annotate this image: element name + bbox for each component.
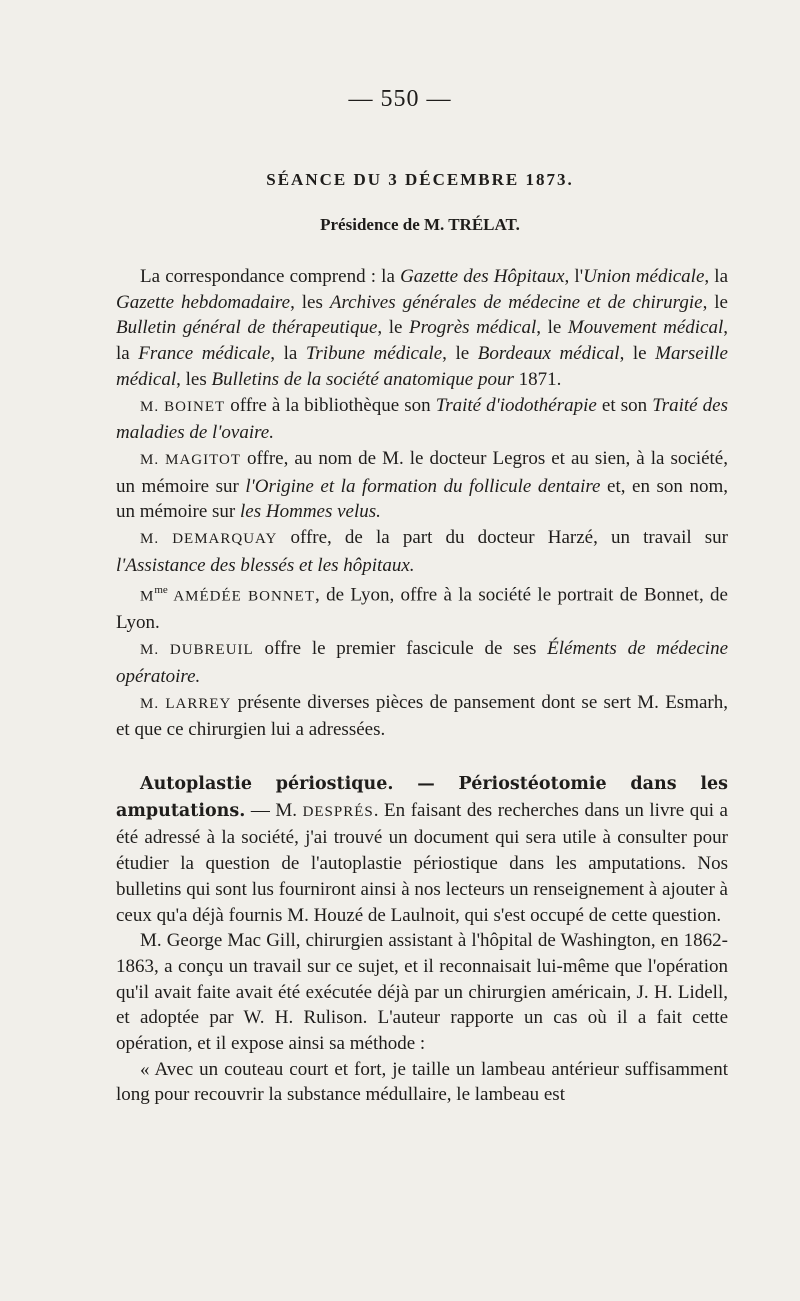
correspondence-paragraph [116,264,728,393]
journal-title: Tribune médicale [305,343,443,365]
member-name: M. DUBREUIL [140,642,254,659]
body-text [116,264,728,1108]
work-title: l'Assistance des blessés et les hôpitaux. [116,554,415,576]
journal-title: Gazette hebdomadaire [116,291,291,313]
text-run: offre le premier fascicule de ses [253,638,548,660]
text-run: présente diverses pièces de pansement dont se sert M. Esmarh, et que ce chirurgien lui a adressées. [116,691,728,741]
text-run: La correspondance comprend : la [140,266,401,287]
text-run: 1871. [513,368,562,390]
journal-title: Union médicale [583,266,705,287]
text-run: , le [377,317,410,339]
section-heading: Autoplastie périostique. — Périostéotomie dans les amputations. [116,773,728,821]
magitot-paragraph [116,446,728,525]
text-run: offre, au nom de M. le docteur Legros et au sien, à la société, un mémoire sur [116,447,728,497]
journal-title: Archives générales de médecine et de chirurgie [329,291,703,313]
journal-title: Bordeaux médical [477,343,620,365]
work-title: les Hommes velus. [240,501,381,523]
macgill-paragraph: M. George Mac Gill, chirurgien assistant à l'hôpital de Washington, en 1862-1863, a conçu un travail sur ce sujet, et il reconnaisait lui-même que l'opération qu'il avait faite avait été exécutée déjà par un chirurgien américain, J. H. Lidell, et adoptée par W. H. Rulison. L'auteur rapporte un cas où il a fait cette opération, et il expose ainsi sa méthode : [116,930,728,1055]
text-run: . En faisant des recherches dans un livre qui a été adressé à la société, j'ai trouvé un document qui sera utile à consulter pour étudier la question de l'autoplastie périostique dans les amputations. Nos bulletins qui sont lus fourniront ainsi à nos lecteurs un renseignement à ajouter à ceux qu'a déjà fournis M. Houzé de Laulnoit, qui s'est occupé de cette question. [116,799,728,926]
text-run: , la [116,317,728,365]
text-run: , de Lyon, offre à la société le portrait de Bonnet, de Lyon. [116,584,728,634]
text-run: — M. [245,799,303,821]
member-name: DESPRÉS [302,803,374,820]
section-gap [116,743,728,771]
text-run: et son [596,394,653,416]
member-name: AMÉDÉE BONNET [167,588,315,605]
journal-title: Progrès médical [409,317,537,339]
journal-title: Gazette des Hôpitaux [400,266,565,287]
text-run: et, en son nom, un mémoire sur [116,475,728,523]
autoplastie-paragraph [116,771,728,928]
work-title: l'Origine et la formation du follicule dentaire [245,475,601,497]
journal-title: Bulletin général de thérapeutique [116,317,378,339]
text-run: , le [702,291,728,313]
member-title-superscript: me [154,584,168,597]
journal-title: Mouvement médical [567,317,724,339]
work-title: Éléments de médecine opératoire. [116,638,729,687]
larrey-paragraph [116,690,728,743]
member-name: M. DEMARQUAY [140,531,278,548]
text-run: , l' [564,266,584,287]
page-number: — 550 — [348,86,452,112]
text-run: , la [704,266,729,287]
text-run: , le [536,317,568,339]
work-title: Traité des maladies de l'ovaire. [116,394,728,444]
member-title: M [140,588,155,605]
journal-title: Bulletins de la société anatomique pour [211,368,514,390]
session-title: SÉANCE DU 3 DÉCEMBRE 1873. [266,170,574,189]
text-run: offre, de la part du docteur Harzé, un travail sur [277,527,728,549]
quote-paragraph: « Avec un couteau court et fort, je taille un lambeau antérieur suffisamment long pour recouvrir la substance médullaire, le lambeau est [116,1058,728,1106]
text-run: , les [290,291,330,313]
bonnet-paragraph [116,578,728,636]
text-run: , les [176,368,212,390]
demarquay-paragraph [116,525,728,578]
presidence-line: Présidence de M. TRÉLAT. [320,215,520,234]
member-name: M. MAGITOT [140,451,241,468]
work-title: Traité d'iodothérapie [435,394,597,416]
dubreuil-paragraph [116,636,728,689]
journal-title: France médicale [138,343,271,365]
boinet-paragraph [116,393,728,446]
text-run: , le [442,343,478,365]
member-name: M. BOINET [140,398,226,415]
text-run: offre à la bibliothèque son [225,394,436,416]
text-run: , le [619,343,656,365]
member-name: M. LARREY [140,695,232,712]
text-run: , la [270,343,306,365]
journal-title: Marseille médical [116,343,728,390]
